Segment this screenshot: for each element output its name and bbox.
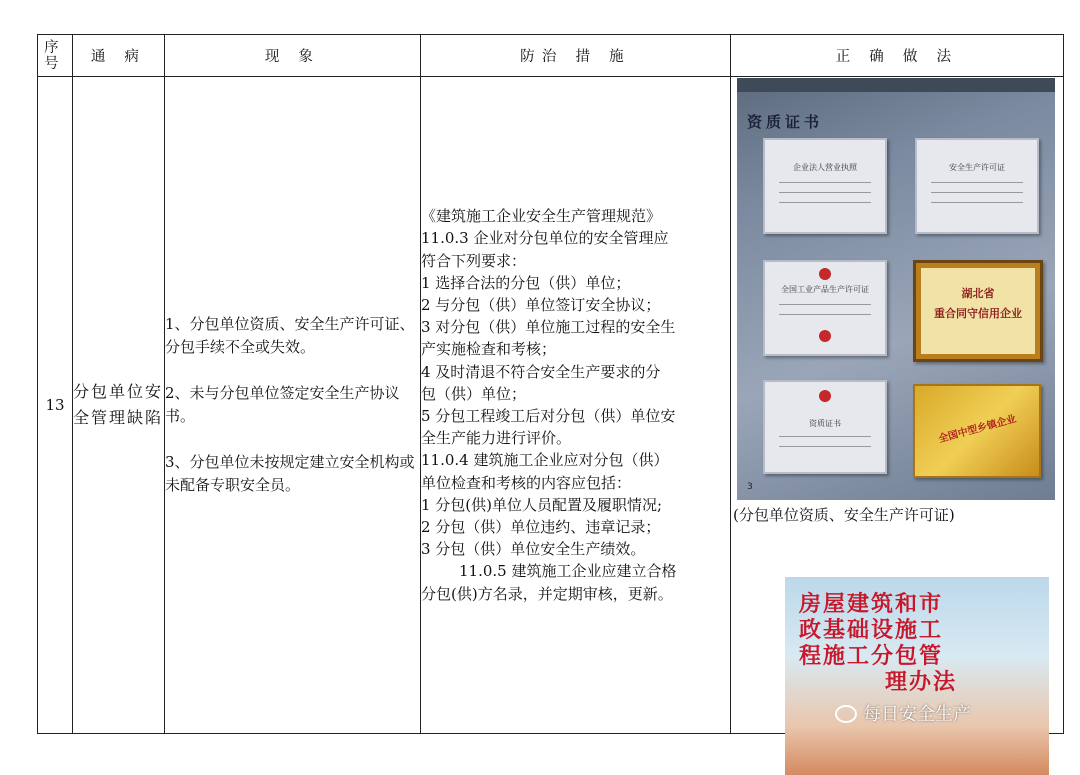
photo-page-number: 3 [747, 482, 753, 492]
banner-line: 程施工分包管 [799, 643, 944, 669]
table-row [38, 77, 1064, 734]
doc-rule [779, 436, 870, 437]
doc-title: 全国工业产品生产许可证 [781, 285, 869, 294]
measure-line: 《建筑施工企业安全生产管理规范》 [421, 207, 662, 226]
certificates-photo [737, 78, 1055, 500]
measures-cell [421, 77, 731, 734]
phenomenon-cell [165, 77, 421, 734]
doc-rule [779, 314, 870, 315]
photo-title: 资质证书 [747, 113, 824, 131]
doc-title: 资质证书 [809, 419, 841, 428]
emblem-icon [819, 268, 831, 280]
header-no: 序号 [38, 35, 73, 77]
header-measures: 防治 措 施 [421, 35, 731, 77]
phenomenon-item: 1、分包单位资质、安全生产许可证、分包手续不全或失效。 [165, 315, 415, 356]
doc-rule [779, 202, 870, 203]
doc-rule [779, 192, 870, 193]
banner-line: 房屋建筑和市 [799, 591, 944, 617]
measure-line: 2 与分包（供）单位签订安全协议； [421, 295, 661, 314]
header-phenomenon: 现 象 [165, 35, 421, 77]
qualification-cert-doc [763, 380, 887, 474]
banner-line: 政基础设施工 [799, 617, 944, 643]
phenomenon-item: 3、分包单位未按规定建立安全机构或未配备专职安全员。 [165, 453, 415, 494]
plaque-text: 重合同守信用企业 [934, 307, 1022, 320]
doc-title: 安全生产许可证 [949, 163, 1005, 172]
doc-rule [931, 202, 1022, 203]
photo-top-bar [737, 78, 1055, 92]
defect-table [37, 34, 1064, 734]
measure-line: 单位检查和考核的内容应包括： [421, 473, 632, 492]
plaque-text: 全国中型乡镇企业 [937, 413, 1018, 446]
emblem-icon [819, 390, 831, 402]
correct-practice-cell [731, 77, 1064, 734]
measure-line: 3 分包（供）单位安全生产绩效。 [421, 540, 646, 559]
doc-rule [779, 182, 870, 183]
measure-line: 产实施检查和考核； [421, 340, 557, 359]
header-illness: 通 病 [73, 35, 165, 77]
seal-icon [819, 330, 831, 342]
measure-line: 3 对分包（供）单位施工过程的安全生 [421, 318, 676, 337]
phenomenon-item: 2、未与分包单位签定安全生产协议书。 [165, 384, 400, 425]
banner-title [799, 591, 1043, 695]
doc-rule [931, 192, 1022, 193]
business-license-doc [763, 138, 887, 234]
header-row [38, 35, 1064, 77]
measure-line: 4 及时清退不符合安全生产要求的分 [421, 362, 661, 381]
watermark-text: 每日安全生产 [863, 704, 971, 725]
header-correct: 正 确 做 法 [731, 35, 1064, 77]
safety-permit-doc [915, 138, 1039, 234]
measure-line: 全生产能力进行评价。 [421, 429, 572, 448]
measure-line: 符合下列要求： [421, 251, 527, 270]
doc-rule [779, 446, 870, 447]
measure-line: 2 分包（供）单位违约、违章记录； [421, 518, 661, 537]
measure-line: 分包(供)方名录，并定期审核，更新。 [421, 584, 673, 603]
banner-line: 理办法 [884, 669, 957, 695]
measure-line: 11.0.5 建筑施工企业应建立合格 [459, 562, 677, 581]
measure-line: 11.0.3 企业对分包单位的安全管理应 [421, 229, 669, 248]
measure-line: 11.0.4 建筑施工企业应对分包（供） [421, 451, 669, 470]
measure-line: 5 分包工程竣工后对分包（供）单位安 [421, 407, 676, 425]
photo-caption: (分包单位资质、安全生产许可证) [733, 506, 955, 524]
wechat-icon [835, 705, 857, 723]
credit-plaque [913, 260, 1043, 362]
doc-rule [931, 182, 1022, 183]
measure-line: 1 选择合法的分包（供）单位； [421, 273, 631, 292]
measure-line: 1 分包(供)单位人员配置及履职情况; [421, 495, 663, 514]
doc-title: 企业法人营业执照 [793, 163, 857, 172]
product-permit-doc [763, 260, 887, 356]
illness-cell: 分包单位安全管理缺陷 [73, 77, 165, 734]
doc-rule [779, 304, 870, 305]
row-number: 13 [38, 77, 73, 734]
regulation-banner [785, 577, 1049, 775]
gold-award-plaque [913, 384, 1041, 478]
plaque-title: 湖北省 [961, 287, 995, 300]
watermark [835, 700, 971, 726]
measure-line: 包（供）单位； [421, 384, 527, 403]
